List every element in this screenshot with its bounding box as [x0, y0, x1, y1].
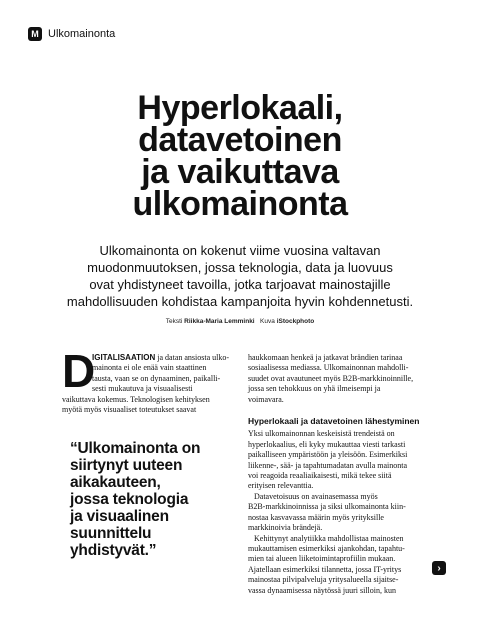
article-headline [0, 89, 480, 223]
body-line: markkinoivia brändejä. [248, 523, 323, 533]
body-line: myötä myös visuaaliset toteutukset saavat [62, 405, 197, 415]
headline-line: Hyperlokaali, [137, 89, 343, 127]
byline-photo-label: Kuva [260, 318, 275, 325]
body-line: voimavara. [248, 394, 284, 404]
body-line: Kehittynyt analytiikka mahdollistaa mainosten [248, 533, 404, 543]
body-line: Datavetoisuus on avainasemassa myös [248, 491, 378, 501]
body-line: vassa dynaamisessa näytössä juuri silloin, kun [248, 585, 396, 595]
body-line: sosiaalisessa mediassa. Ulkomainonnan mahdolli- [248, 363, 409, 373]
drop-cap-indented-lines [62, 345, 236, 397]
lead-line: ovat yhdistyneet tavoilla, jotka tarjoavat mainostajille [89, 277, 391, 292]
body-line: tausta, vaan se on dynaaminen, paikalli- [92, 373, 221, 383]
body-line: paikalliseen ympäristöön ja yleisöön. Esimerkiksi [248, 450, 408, 460]
body-line: haukkomaan henkeä ja jatkavat brändien tarinaa [248, 353, 403, 362]
body-line: hyperlokaalius, eli kyky mukauttaa viesti tarkasti [248, 439, 406, 449]
pull-quote-line: siirtynyt uuteen [70, 457, 183, 474]
pull-quote-line: aikakauteen, [70, 474, 161, 491]
body-line: Yksi ulkomainonnan keskeisistä trendeistä on [248, 429, 395, 439]
body-line [92, 353, 236, 363]
headline-line: datavetoinen [138, 121, 342, 159]
body-line: Ajatellaan esimerkiksi tilannetta, jossa IT-yritys [248, 564, 402, 574]
headline-line: ja vaikuttava [141, 153, 339, 191]
magazine-logo-icon: M [28, 27, 42, 41]
body-line: liikenne-, sää- ja tapahtumadatan avulla mainonta [248, 460, 408, 470]
body-line-text: ja datan ansiosta ulko- [155, 353, 230, 362]
pull-quote [70, 440, 230, 559]
pull-quote-line: suunnittelu [70, 525, 152, 542]
pull-quote-line: ja visuaalinen [70, 508, 169, 525]
body-line: vaikuttava kokemus. Teknologisen kehityksen [62, 394, 210, 404]
article-lead [62, 242, 418, 310]
next-page-button[interactable] [432, 561, 446, 575]
byline-text-label: Teksti [165, 318, 183, 325]
body-line: voi reagoida reaaliaikaisesti, mikä tekee siitä [248, 471, 392, 481]
body-line: mien tai alueen liiketoimintaprofiilin mukaan. [248, 554, 396, 564]
lead-line: muodonmuutoksen, jossa teknologia, data ja luovuus [87, 260, 393, 275]
chevron-right-icon: › [437, 562, 441, 574]
lead-in-caps: IGITALISAATION [92, 353, 156, 362]
headline-line: ulkomainonta [132, 185, 348, 223]
body-line: erityisen relevanttia. [248, 481, 314, 491]
body-line: suudet ovat avautuneet myös B2B-markkinoinnille, [248, 373, 414, 383]
drop-cap: D [62, 345, 96, 397]
section-subheading: Hyperlokaali ja datavetoinen lähestyminen [248, 416, 420, 427]
pull-quote-line: yhdistyvät.” [70, 542, 157, 559]
body-column-right [248, 353, 424, 596]
lead-line: Ulkomainonta on kokenut viime vuosina valtavan [99, 243, 381, 258]
body-line: mainonta ei ole enää vain staattinen [92, 363, 207, 373]
body-line: sesti mukautuva ja visuaalisesti [92, 384, 193, 394]
byline-author: Riikka-Maria Lemminki [184, 318, 255, 325]
section-label: Ulkomainonta [48, 28, 116, 40]
byline-photo-credit: iStockphoto [276, 318, 315, 325]
byline [0, 318, 480, 325]
body-line: jossa sen tehokkuus on yhä ilmeisempi ja [248, 384, 381, 394]
pull-quote-line: jossa teknologia [70, 491, 189, 508]
page-header [28, 27, 115, 41]
body-line: mukauttamisen esimerkiksi ajankohdan, tapahtu- [248, 543, 405, 553]
lead-line: mahdollisuuden kohdistaa kampanjoita hyvin kohdennetusti. [66, 294, 414, 309]
pull-quote-line: “Ulkomainonta on [70, 440, 201, 457]
body-column-left [62, 345, 236, 415]
body-line: mainostaa pilvipalveluja yritysalueella sijaitse- [248, 575, 399, 585]
body-line: nostaa kasvavassa määrin myös yrityksille [248, 512, 384, 522]
body-line: B2B-markkinoinnissa ja siksi ulkomainonta kiin- [248, 502, 406, 512]
